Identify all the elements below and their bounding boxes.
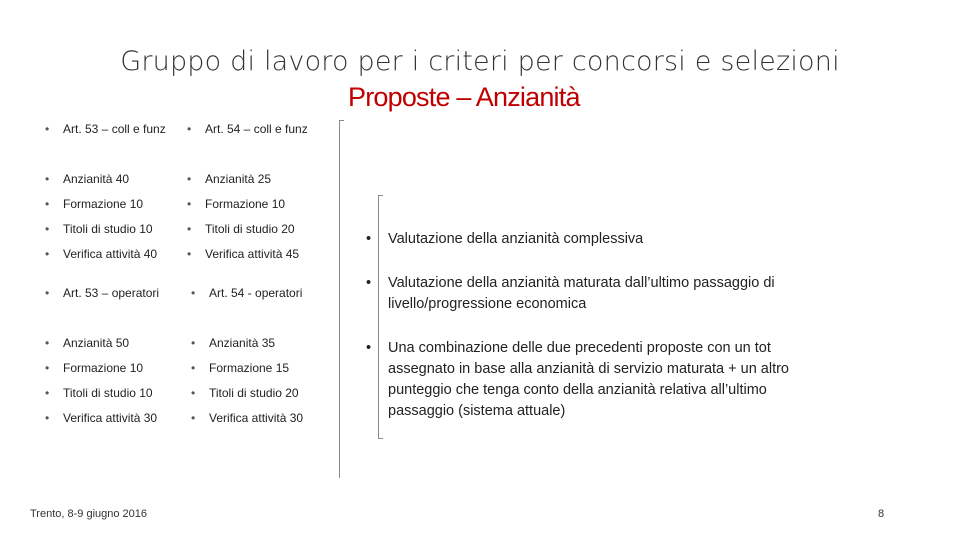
bullet: • — [45, 361, 50, 375]
list-item: • Verifica attività 40 — [45, 247, 158, 261]
list-item: • Art. 53 – operatori — [45, 286, 160, 300]
list-item: • Formazione 10 — [187, 197, 286, 211]
bullet: • — [366, 275, 372, 291]
bullet: • — [191, 286, 196, 300]
list-item: • Titoli di studio 10 — [45, 386, 153, 400]
proposal-item: • Valutazione della anzianità maturata dall’ultimo passaggio di livello/progressione economica — [366, 275, 775, 312]
bullet: • — [45, 222, 50, 236]
list-item: • Anzianità 50 — [45, 336, 130, 350]
list-item: • Formazione 10 — [45, 361, 144, 375]
list-item: • Art. 54 – coll e funz — [187, 122, 308, 136]
bullet: • — [187, 222, 192, 236]
bullet: • — [45, 247, 50, 261]
bullet: • — [191, 411, 196, 425]
list-item: • Anzianità 35 — [191, 336, 276, 350]
bullet: • — [366, 231, 372, 247]
proposal-item: • Valutazione della anzianità complessiva — [366, 229, 836, 251]
list-item: • Verifica attività 45 — [187, 247, 300, 261]
bullet: • — [45, 286, 50, 300]
bullet: • — [191, 361, 196, 375]
divider-tick — [339, 120, 344, 121]
bullet: • — [45, 172, 50, 186]
list-item: • Formazione 15 — [191, 361, 290, 375]
slide-title: Gruppo di lavoro per i criteri per concorsi e selezioni — [120, 46, 840, 77]
bracket-tick-bottom — [378, 438, 383, 439]
bullet: • — [45, 386, 50, 400]
bullet: • — [187, 122, 192, 136]
footer-date: Trento, 8-9 giugno 2016 — [30, 508, 148, 520]
list-item: • Titoli di studio 10 — [45, 222, 153, 236]
bullet: • — [366, 340, 372, 356]
bullet: • — [45, 197, 50, 211]
list-item: • Verifica attività 30 — [191, 411, 304, 425]
bullet: • — [191, 386, 196, 400]
list-item: • Titoli di studio 20 — [187, 222, 295, 236]
list-item: • Verifica attività 30 — [45, 411, 158, 425]
divider-line — [339, 120, 340, 478]
list-item: • Anzianità 25 — [187, 172, 272, 186]
list-item: • Titoli di studio 20 — [191, 386, 299, 400]
proposal-item: • Una combinazione delle due precedenti proposte con un tot assegnato in base alla anzianità di servizio maturata + un altro punteggio che tenga conto della anzianità relativa all’ultimo passaggio (sistema attuale) — [366, 340, 790, 419]
bullet: • — [45, 411, 50, 425]
bullet: • — [187, 197, 192, 211]
list-item: • Art. 54 - operatori — [191, 286, 303, 300]
bracket-tick-top — [378, 195, 383, 196]
bullet: • — [187, 247, 192, 261]
bullet: • — [191, 336, 196, 350]
bullet: • — [45, 122, 50, 136]
bullet: • — [187, 172, 192, 186]
list-item: • Formazione 10 — [45, 197, 144, 211]
list-item: • Art. 53 – coll e funz — [45, 122, 166, 136]
slide-subtitle: Proposte – Anzianità — [348, 82, 580, 112]
list-item: • Anzianità 40 — [45, 172, 130, 186]
page-number: 8 — [878, 508, 885, 520]
bullet: • — [45, 336, 50, 350]
